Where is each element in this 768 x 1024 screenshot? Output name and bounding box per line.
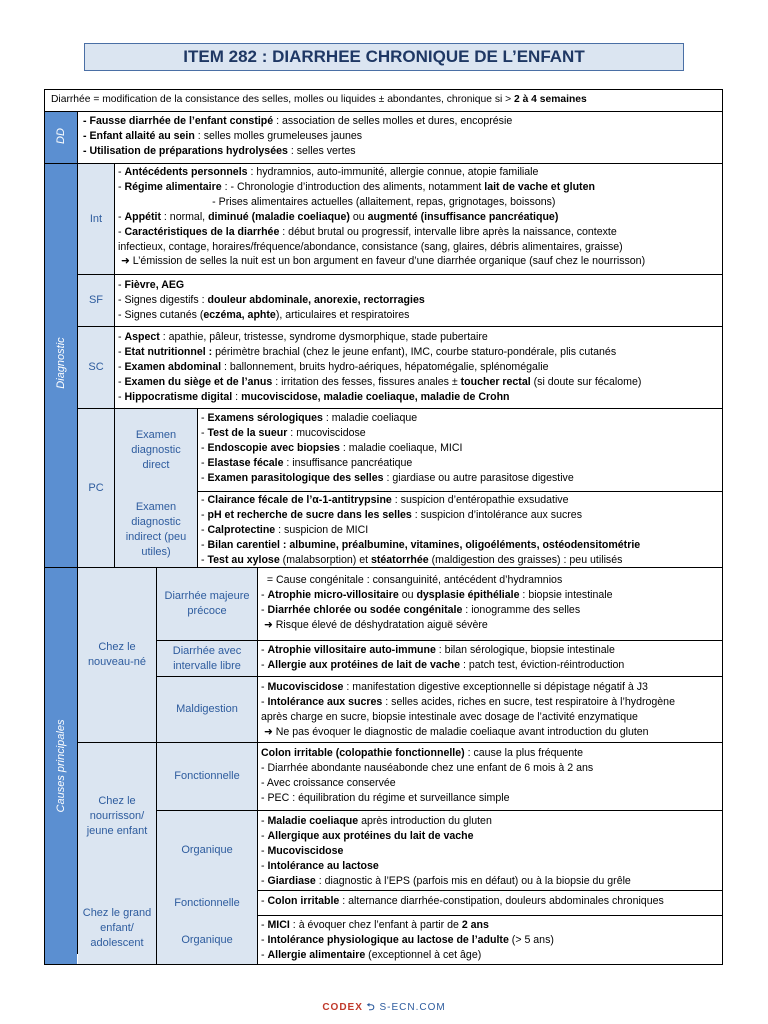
organique-line: - Maladie coeliaque après introduction du gluten [261, 815, 492, 827]
sf-line: - Signes digestifs : douleur abdominale, anorexie, rectorragies [118, 293, 425, 306]
sc-line: - Hippocratisme digital : mucoviscidose, maladie coeliaque, maladie de Crohn [118, 390, 510, 403]
footer-site[interactable]: S-ECN.COM [379, 1002, 446, 1013]
fonctionnelle-line: Colon irritable (colopathie fonctionnelle) : cause la plus fréquente [261, 747, 584, 759]
int-line: - Antécédents personnels : hydramnios, auto-immunité, allergie connue, atopie familiale [118, 166, 539, 178]
organique-line: - Intolérance au lactose [261, 859, 379, 872]
direct-line: - Examen parasitologique des selles : giardiase ou autre parasitose digestive [201, 471, 574, 484]
maldigestion-line: ➜ Ne pas évoquer le diagnostic de maladie coeliaque avant introduction du gluten [261, 725, 649, 738]
int-content [118, 165, 722, 269]
org2-content [261, 918, 722, 963]
fonctionnelle-line: - PEC : équilibration du régime et surveillance simple [261, 791, 510, 804]
footer [0, 1000, 768, 1017]
indirect-line: - Clairance fécale de l’α-1-antitrypsine : suspicion d’entéropathie exsudative [201, 494, 569, 506]
int-line: ➜ L’émission de selles la nuit est un bon argument en faveur d’une diarrhée organique (sauf chez le nourrisson) [118, 255, 646, 268]
sf-label: SF [88, 294, 104, 306]
indirect-label: Examen diagnostic indirect (peu utiles) [125, 500, 187, 558]
direct-line: - Endoscopie avec biopsies : maladie coeliaque, MICI [201, 441, 463, 454]
org2-line: - Intolérance physiologique au lactose de l’adulte (> 5 ans) [261, 933, 554, 946]
fonctionnelle-content [261, 746, 722, 806]
precoce-line: ➜ Risque élevé de déshydratation aiguë sévère [261, 618, 488, 631]
organique-line: - Mucoviscidose [261, 844, 344, 857]
indirect-line: - Test au xylose (malabsorption) et stéatorrhée (maldigestion des graisses) : peu utilisés [201, 553, 623, 566]
direct-content [201, 411, 722, 486]
int-line: - Appétit : normal, diminué (maladie coeliaque) ou augmenté (insuffisance pancréatique) [118, 210, 559, 223]
direct-line: - Examens sérologiques : maladie coeliaque [201, 412, 418, 424]
int-line: - Régime alimentaire : - Chronologie d’introduction des aliments, notamment lait de vache et gluten [118, 180, 595, 193]
org2-line: - Allergie alimentaire (exceptionnel à cet âge) [261, 948, 482, 961]
organique-line: - Giardiase : diagnostic à l’EPS (parfois mis en défaut) ou à la biopsie du grêle [261, 874, 631, 887]
indirect-line: - pH et recherche de sucre dans les selles : suspicion d’intolérance aux sucres [201, 508, 582, 521]
dd-content [83, 114, 719, 159]
definition-duration: 2 à 4 semaines [514, 94, 587, 105]
sc-line: - Examen du siège et de l’anus : irritation des fesses, fissures anales ± toucher rectal (si doute sur fécalome) [118, 375, 642, 388]
organique-line: - Allergique aux protéines du lait de vache [261, 829, 474, 842]
fonctionnelle-line: - Avec croissance conservée [261, 776, 396, 789]
org2-line: - MICI : à évoquer chez l’enfant à partir de 2 ans [261, 919, 489, 931]
definition-text: = modification de la consistance des selles, molles ou liquides ± abondantes, chronique si > [90, 94, 514, 105]
sc-line: - Etat nutritionnel : périmètre brachial (chez le jeune enfant), IMC, courbe staturo-pondérale, plis cutanés [118, 345, 617, 358]
direct-line: - Elastase fécale : insuffisance pancréatique [201, 456, 413, 469]
pc-label: PC [88, 481, 104, 494]
definition-term: Diarrhée [51, 94, 91, 105]
sc-content [118, 330, 722, 405]
precoce-line: - Diarrhée chlorée ou sodée congénitale : ionogramme des selles [261, 603, 581, 616]
sf-content [118, 278, 722, 323]
organique-label: Organique [181, 844, 233, 856]
footer-logo-icon: ⮌ [366, 1002, 376, 1013]
int-line: infectieux, contage, horaires/fréquence/abondance, consistance (sang, glaires, débris alimentaires, graisse) [118, 240, 623, 253]
fonct2-line: - Colon irritable : alternance diarrhée-constipation, douleurs abdominales chroniques [261, 895, 664, 907]
grand-label: Chez le grand enfant/ adolescent [82, 906, 152, 949]
nouveau-ne-label: Chez le nouveau-né [87, 641, 147, 668]
dd-label: DD [55, 128, 67, 144]
nourrisson-label: Chez le nourrisson/ jeune enfant [86, 795, 148, 837]
definition-row [51, 93, 587, 108]
indirect-content [201, 493, 722, 568]
dd-line: - Utilisation de préparations hydrolysées : selles vertes [83, 144, 356, 157]
precoce-line: = Cause congénitale : consanguinité, antécédent d’hydramnios [261, 574, 563, 586]
direct-line: - Test de la sueur : mucoviscidose [201, 426, 366, 439]
organique-content [261, 814, 722, 889]
maldigestion-line: - Intolérance aux sucres : selles acides, riches en sucre, test respiratoire à l’hydrogène [261, 695, 675, 708]
intervalle-line: - Atrophie villositaire auto-immune : bilan sérologique, biopsie intestinale [261, 644, 615, 656]
fonctionnelle-line: - Diarrhée abondante nauséabonde chez une enfant de 6 mois à 2 ans [261, 761, 594, 774]
dd-line: - Fausse diarrhée de l’enfant constipé : association de selles molles et dures, encoprésie [83, 115, 513, 127]
sf-line: - Signes cutanés (eczéma, aphte), articulaires et respiratoires [118, 308, 410, 321]
maldigestion-label: Maldigestion [176, 703, 238, 715]
precoce-line: - Atrophie micro-villositaire ou dysplasie épithéliale : biopsie intestinale [261, 588, 613, 601]
fonct2-label: Fonctionnelle [174, 896, 240, 909]
page-title: ITEM 282 : DIARRHEE CHRONIQUE DE L’ENFANT [84, 43, 684, 71]
direct-label: Examen diagnostic direct [131, 428, 181, 471]
precoce-label: Diarrhée majeure précoce [164, 590, 250, 617]
intervalle-line: - Allergie aux protéines de lait de vache : patch test, éviction-réintroduction [261, 658, 625, 671]
sf-line: - Fièvre, AEG [118, 279, 185, 291]
int-line: - Prises alimentaires actuelles (allaitement, repas, grignotages, boissons) [118, 195, 556, 208]
dd-line: - Enfant allaité au sein : selles molles grumeleuses jaunes [83, 129, 363, 142]
org2-label: Organique [181, 933, 233, 946]
fonctionnelle-label: Fonctionnelle [174, 770, 240, 782]
precoce-content [261, 573, 722, 633]
sc-line: - Examen abdominal : ballonnement, bruits hydro-aériques, hépatomégalie, splénomégalie [118, 360, 549, 373]
intervalle-content [261, 643, 722, 673]
maldigestion-content [261, 680, 722, 740]
int-label: Int [89, 212, 103, 225]
main-table [44, 89, 723, 965]
indirect-line: - Bilan carentiel : albumine, préalbumine, vitamines, oligoéléments, ostéodensitométrie [201, 538, 641, 551]
maldigestion-line: après charge en sucre, biopsie intestinale avec dosage de l’activité enzymatique [261, 710, 638, 723]
intervalle-label: Diarrhée avec intervalle libre [172, 644, 242, 672]
int-line: - Caractéristiques de la diarrhée : début brutal ou progressif, intervalle libre après la naissance, contexte [118, 225, 617, 238]
sc-line: - Aspect : apathie, pâleur, tristesse, syndrome dysmorphique, stade pubertaire [118, 331, 488, 343]
sc-label: SC [88, 361, 104, 373]
maldigestion-line: - Mucoviscidose : manifestation digestive exceptionnelle si dépistage négatif à J3 [261, 681, 648, 693]
indirect-line: - Calprotectine : suspicion de MICI [201, 523, 369, 536]
fonct2-content [261, 894, 722, 909]
diagnostic-label: Diagnostic [55, 337, 67, 389]
causes-label: Causes principales [55, 719, 67, 813]
footer-brand: CODEX [322, 1002, 363, 1013]
